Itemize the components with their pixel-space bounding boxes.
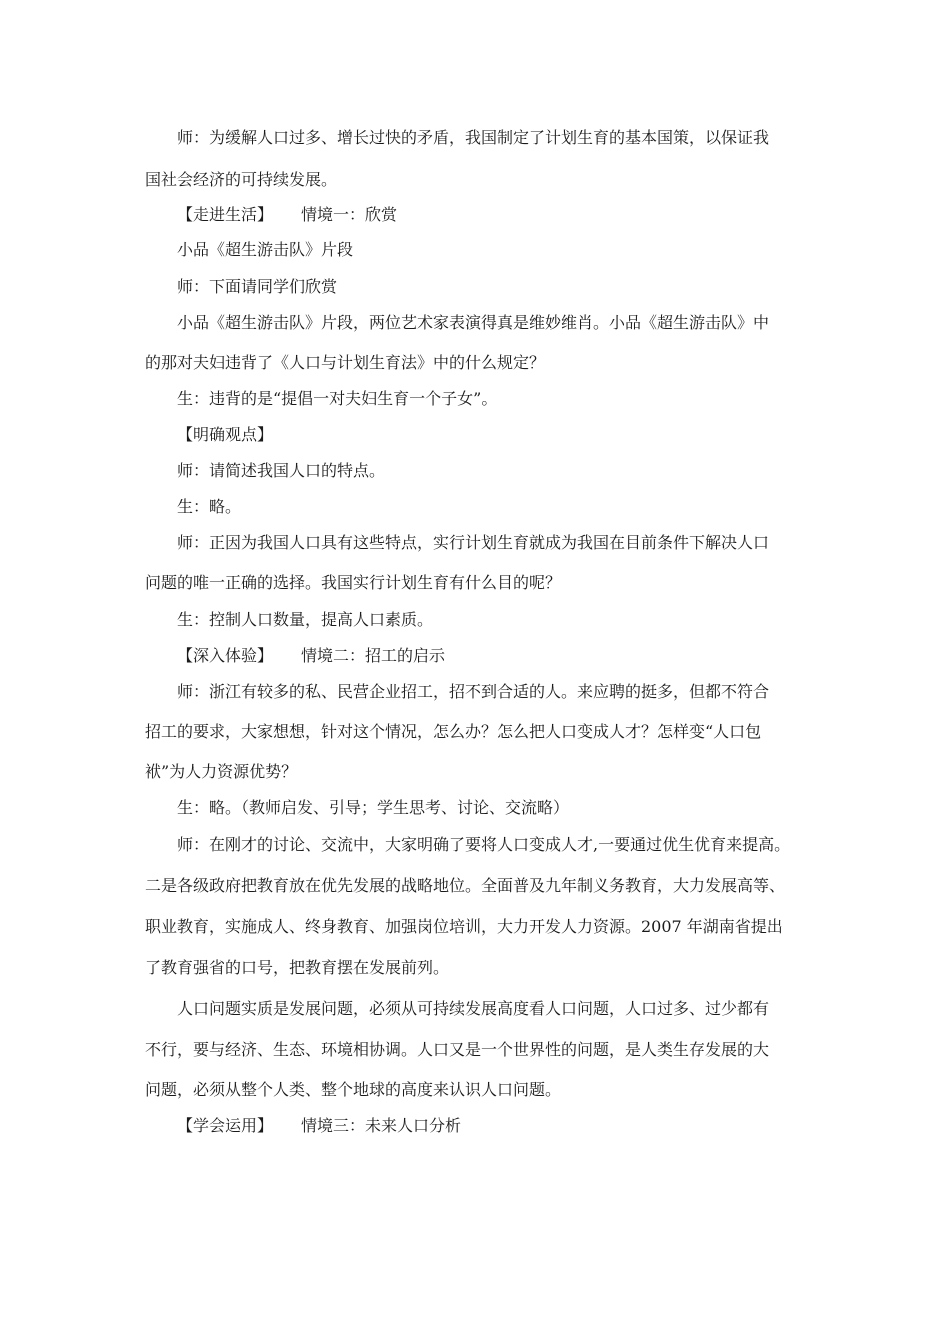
section-heading: 【明确观点】 [177, 425, 274, 444]
scenario-title: 情境一：欣赏 [301, 205, 398, 224]
text-line: 生：违背的是“提倡一对夫妇生育一个子女”。 [177, 389, 498, 408]
text-line: 人口问题实质是发展问题，必须从可持续发展高度看人口问题，人口过多、过少都有 [177, 999, 770, 1018]
text-line: 师：在刚才的讨论、交流中，大家明确了要将人口变成人才,一要通过优生优育来提高。 [177, 835, 791, 854]
text-line: 了教育强省的口号，把教育摆在发展前列。 [145, 958, 450, 977]
scenario-title: 情境三：未来人口分析 [301, 1116, 462, 1135]
text-line: 生：控制人口数量，提高人口素质。 [177, 610, 434, 629]
text-line: 小品《超生游击队》片段，两位艺术家表演得真是维妙维肖。小品《超生游击队》中 [177, 313, 770, 332]
text-line: 小品《超生游击队》片段 [177, 240, 354, 259]
text-line: 不行，要与经济、生态、环境相协调。人口又是一个世界性的问题，是人类生存发展的大 [145, 1040, 770, 1059]
text-line: 国社会经济的可持续发展。 [145, 170, 338, 189]
text-line: 生：略。（教师启发、引导；学生思考、讨论、交流略） [177, 798, 570, 817]
text-line: 袱”为人力资源优势？ [145, 762, 298, 781]
text-line: 师：正因为我国人口具有这些特点，实行计划生育就成为我国在目前条件下解决人口 [177, 533, 770, 552]
text-line: 的那对夫妇违背了《人口与计划生育法》中的什么规定？ [145, 353, 546, 372]
section-heading [177, 205, 857, 225]
text-line: 问题的唯一正确的选择。我国实行计划生育有什么目的呢？ [145, 573, 562, 592]
section-heading [177, 646, 857, 666]
section-tag: 【学会运用】 [177, 1116, 274, 1135]
text-line: 师：下面请同学们欣赏 [177, 277, 338, 296]
text-line: 师：请简述我国人口的特点。 [177, 461, 386, 480]
text-line: 生：略。 [177, 497, 242, 516]
text-line: 职业教育，实施成人、终身教育、加强岗位培训，大力开发人力资源。2007 年湖南省提出 [145, 917, 783, 936]
text-line: 师：浙江有较多的私、民营企业招工，招不到合适的人。来应聘的挺多，但都不符合 [177, 682, 770, 701]
scenario-title: 情境二：招工的启示 [301, 646, 446, 665]
section-heading [177, 1116, 857, 1136]
text-line: 问题，必须从整个人类、整个地球的高度来认识人口问题。 [145, 1080, 562, 1099]
section-tag: 【走进生活】 [177, 205, 274, 224]
section-tag: 【深入体验】 [177, 646, 274, 665]
text-line: 师：为缓解人口过多、增长过快的矛盾，我国制定了计划生育的基本国策，以保证我 [177, 128, 770, 147]
text-line: 二是各级政府把教育放在优先发展的战略地位。全面普及九年制义务教育，大力发展高等、 [145, 876, 786, 895]
text-line: 招工的要求，大家想想，针对这个情况，怎么办？怎么把人口变成人才？怎样变“人口包 [145, 722, 762, 741]
